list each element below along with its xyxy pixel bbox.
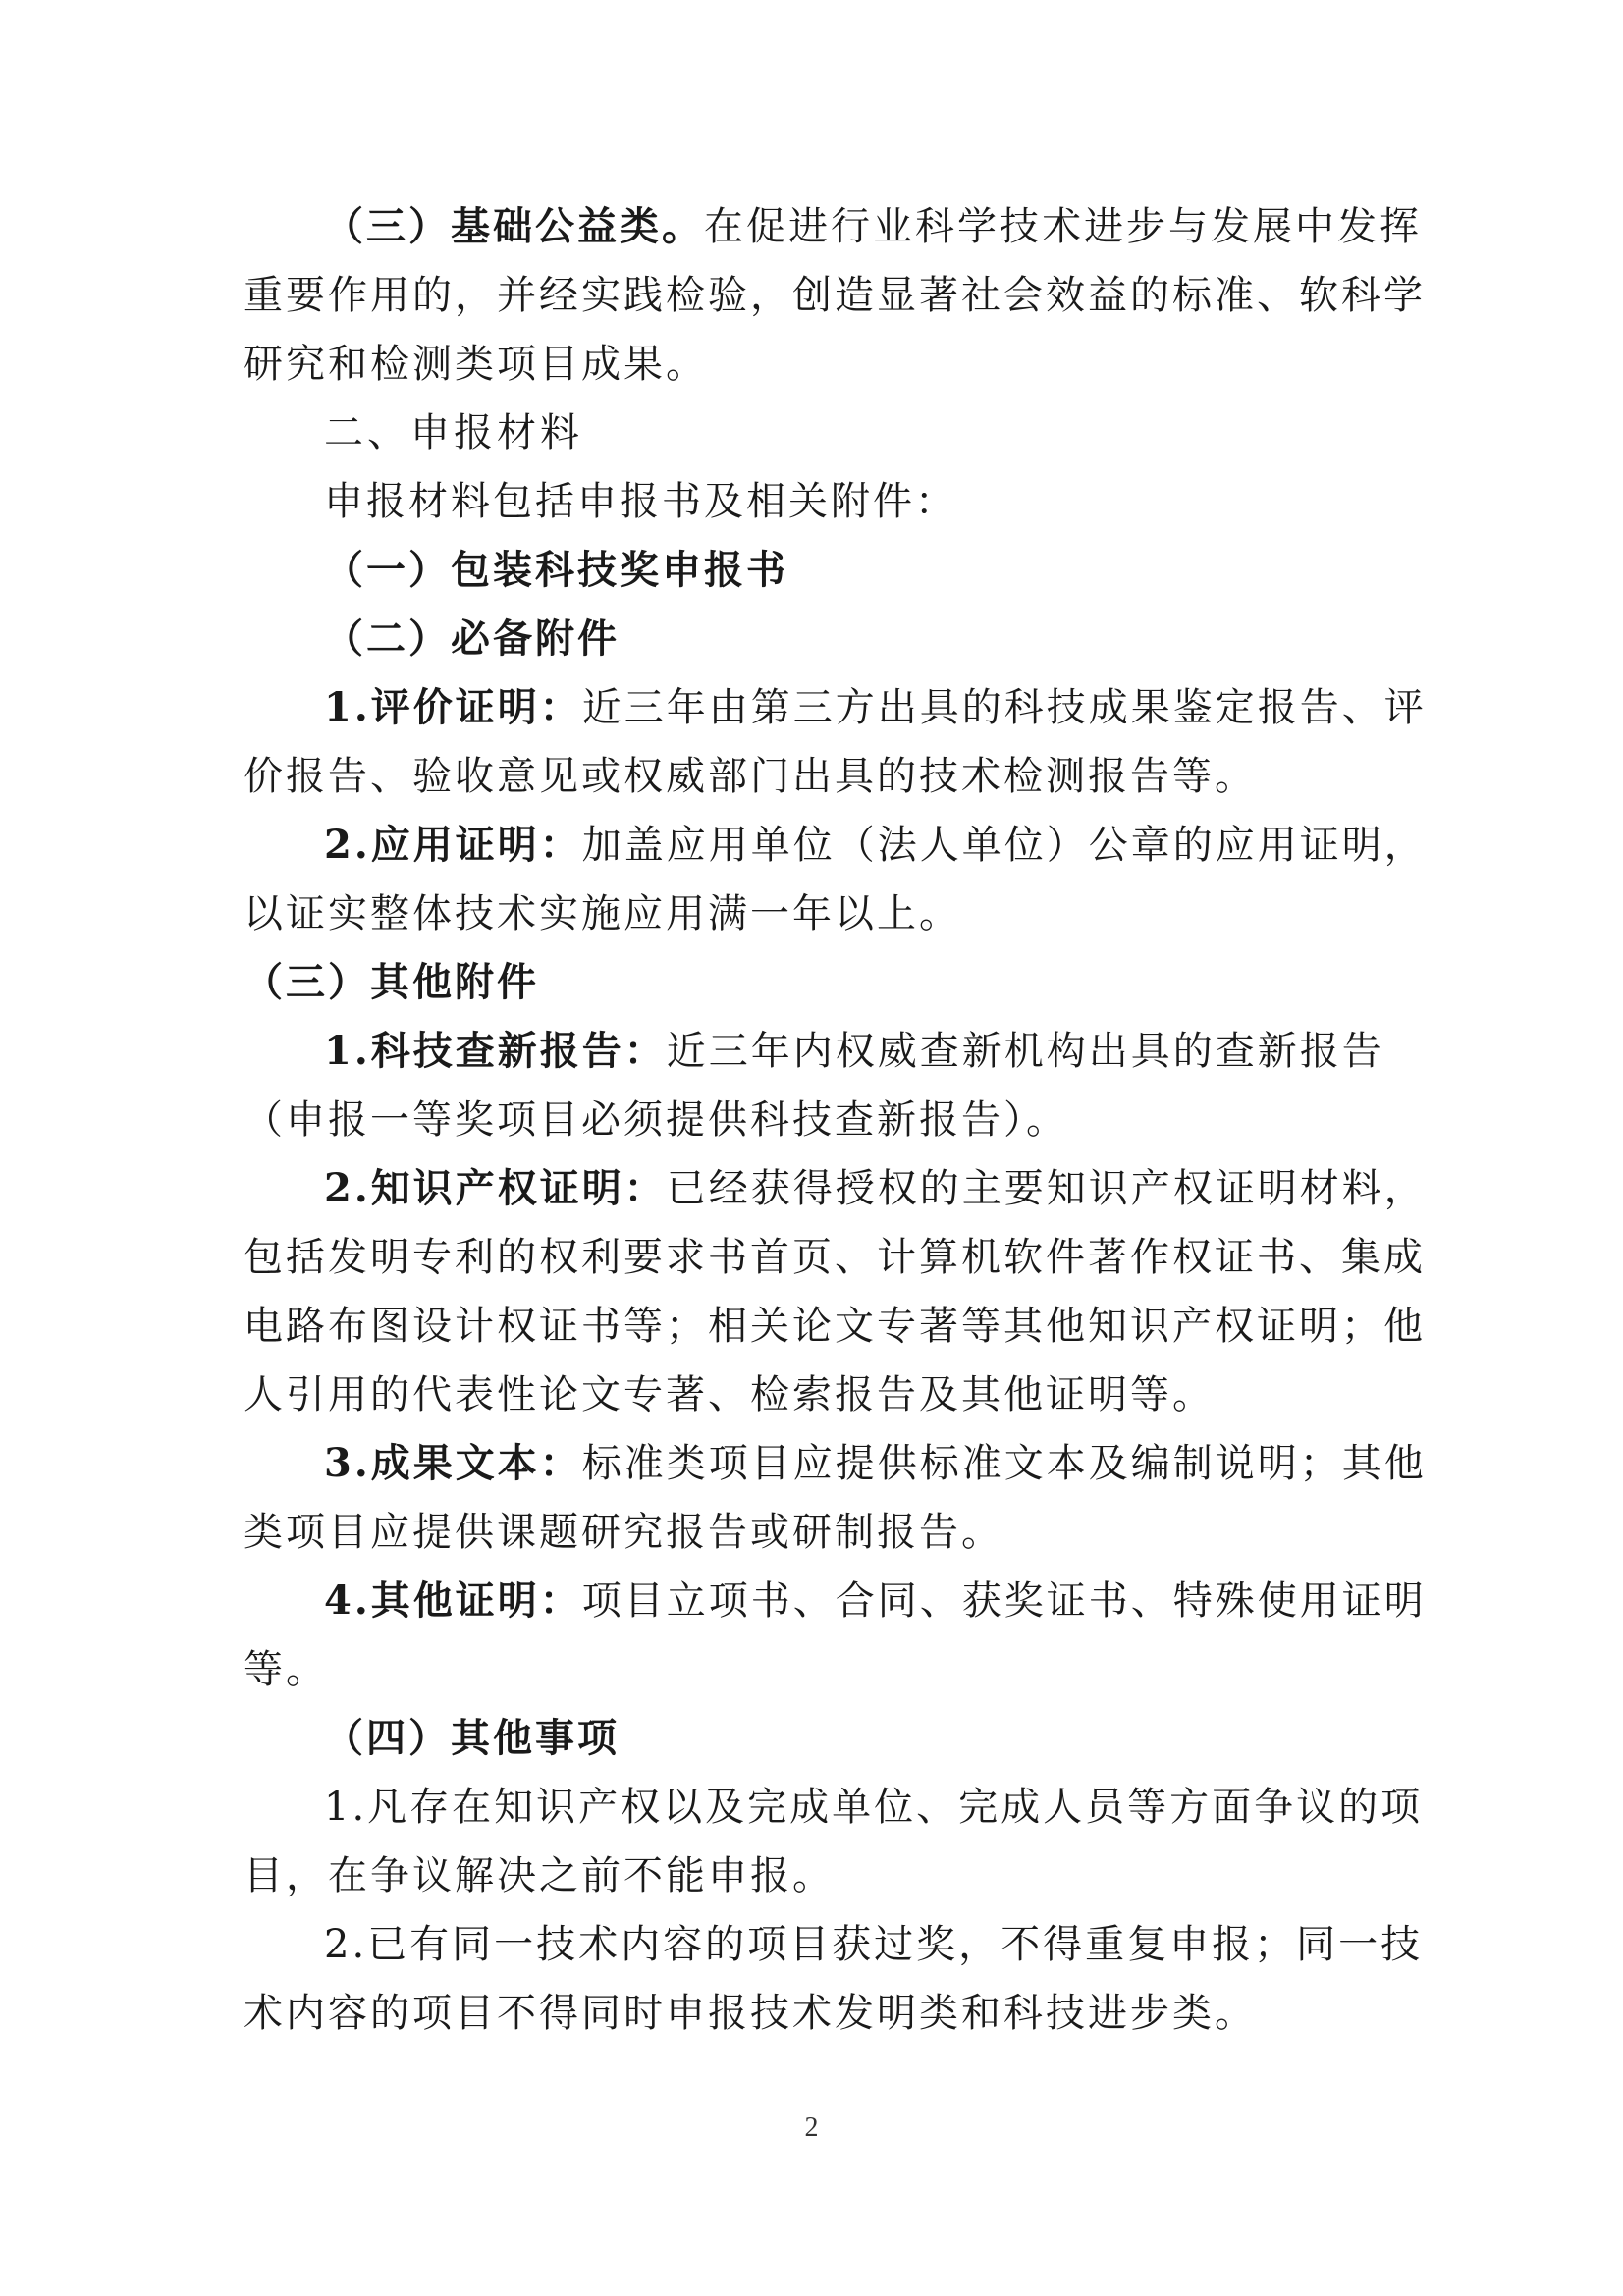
ip-proof-label: 2.知识产权证明： [324, 1165, 667, 1211]
item-novelty-report-line-2: （申报一等奖项目必须提供科技查新报告）。 [243, 1097, 1068, 1143]
paragraph-basic-public-welfare-line-3: 研究和检测类项目成果。 [243, 342, 708, 387]
item-evaluation-proof-line-2: 价报告、验收意见或权威部门出具的技术检测报告等。 [243, 754, 1257, 799]
subsection-other-attachments-title: （三）其他附件 [243, 959, 539, 1005]
document-body [243, 192, 1427, 2048]
item-ip-proof-line-1 [243, 1154, 1427, 1223]
item-ip-proof-line-2: 包括发明专利的权利要求书首页、计算机软件著作权证书、集成 [243, 1235, 1426, 1280]
matter-ip-dispute-line-2: 目，在争议解决之前不能申报。 [243, 1853, 835, 1898]
subsection-other-matters-title: （四）其他事项 [324, 1715, 620, 1761]
subsection-application-form-title: （一）包装科技奖申报书 [324, 547, 788, 593]
novelty-report-label: 1.科技查新报告： [324, 1028, 667, 1074]
item-evaluation-proof-line-1 [243, 673, 1427, 742]
evaluation-proof-label: 1.评价证明： [324, 684, 582, 730]
section-application-materials-title: 二、申报材料 [324, 410, 583, 455]
item-other-proof-line-2: 等。 [243, 1647, 328, 1692]
subsection-required-attachments-title: （二）必备附件 [324, 615, 620, 662]
ip-proof-text: 已经获得授权的主要知识产权证明材料， [666, 1166, 1427, 1211]
basic-public-welfare-text: 在促进行业科学技术进步与发展中发挥 [704, 204, 1422, 249]
item-novelty-report-line-1 [243, 1017, 1382, 1086]
section-application-materials-intro: 申报材料包括申报书及相关附件： [324, 479, 957, 524]
paragraph-basic-public-welfare-line-1 [243, 192, 1422, 261]
result-text-text: 标准类项目应提供标准文本及编制说明；其他 [581, 1441, 1427, 1486]
other-proof-text: 项目立项书、合同、获奖证书、特殊使用证明 [581, 1578, 1427, 1624]
application-proof-text: 加盖应用单位（法人单位）公章的应用证明， [581, 823, 1427, 868]
item-ip-proof-line-4: 人引用的代表性论文专著、检索报告及其他证明等。 [243, 1372, 1215, 1417]
item-application-proof-line-2: 以证实整体技术实施应用满一年以上。 [243, 891, 961, 936]
novelty-report-text: 近三年内权威查新机构出具的查新报告 [666, 1029, 1384, 1074]
item-other-proof-line-1 [243, 1567, 1427, 1635]
item-application-proof-line-1 [243, 811, 1427, 880]
application-proof-label: 2.应用证明： [324, 822, 582, 868]
matter-duplicate-line-1: 2.已有同一技术内容的项目获过奖，不得重复申报；同一技 [324, 1922, 1424, 1967]
evaluation-proof-text: 近三年由第三方出具的科技成果鉴定报告、评 [581, 685, 1427, 730]
result-text-label: 3.成果文本： [324, 1440, 582, 1486]
matter-duplicate-line-2: 术内容的项目不得同时申报技术发明类和科技进步类。 [243, 1991, 1257, 2036]
item-result-text-line-1 [243, 1429, 1427, 1498]
page-number: 2 [804, 2112, 819, 2143]
matter-ip-dispute-line-1: 1.凡存在知识产权以及完成单位、完成人员等方面争议的项 [324, 1785, 1424, 1830]
paragraph-basic-public-welfare-line-2: 重要作用的，并经实践检验，创造显著社会效益的标准、软科学 [243, 273, 1426, 318]
item-ip-proof-line-3: 电路布图设计权证书等；相关论文专著等其他知识产权证明；他 [243, 1304, 1426, 1349]
item-result-text-line-2: 类项目应提供课题研究报告或研制报告。 [243, 1510, 1003, 1555]
other-proof-label: 4.其他证明： [324, 1577, 582, 1624]
basic-public-welfare-label: （三）基础公益类。 [324, 203, 704, 249]
